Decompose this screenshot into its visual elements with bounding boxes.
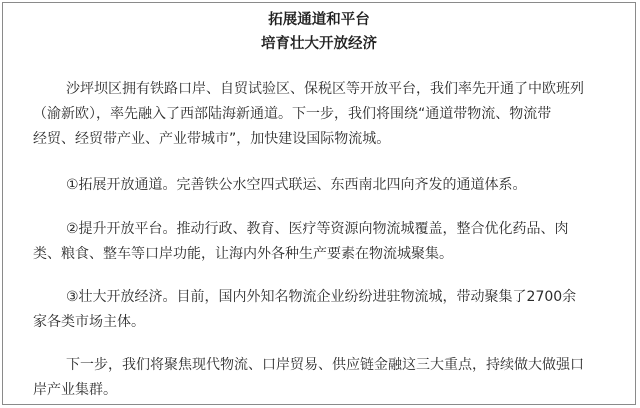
paragraph-line: 类、粮食、整车等口岸功能，让海内外各种生产要素在物流城聚集。 (33, 246, 453, 262)
paragraph-line: （渝新欧），率先融入了西部陆海新通道。下一步，我们将围绕“通道带物流、物流带 (33, 106, 552, 122)
paragraph-line: 家各类市场主体。 (33, 314, 145, 330)
paragraph-line: ①拓展开放通道。完善铁公水空四式联运、东西南北四向齐发的通道体系。 (66, 177, 527, 193)
document-title: 拓展通道和平台 (268, 12, 370, 28)
paragraph-line: 岸产业集群。 (33, 382, 117, 398)
paragraph-expand-channels (33, 173, 617, 198)
paragraph-line: 经贸、经贸带产业、产业带城市”，加快建设国际物流城。 (33, 131, 391, 147)
paragraph-line: ②提升开放平台。推动行政、教育、医疗等资源向物流城覆盖，整合优化药品、肉 (66, 221, 569, 237)
paragraph-next-step (33, 353, 617, 403)
paragraph-intro (33, 77, 617, 152)
paragraph-line: 沙坪坝区拥有铁路口岸、自贸试验区、保税区等开放平台，我们率先开通了中欧班列 (66, 81, 584, 97)
paragraph-upgrade-platforms (33, 217, 617, 267)
paragraph-line: ③壮大开放经济。目前，国内外知名物流企业纷纷进驻物流城，带动聚集了2700余 (66, 289, 577, 305)
document-frame (2, 2, 636, 405)
document-subtitle: 培育壮大开放经济 (261, 36, 377, 52)
paragraph-grow-economy (33, 285, 617, 335)
paragraph-line: 下一步，我们将聚焦现代物流、口岸贸易、供应链金融这三大重点，持续做大做强口 (66, 357, 584, 373)
